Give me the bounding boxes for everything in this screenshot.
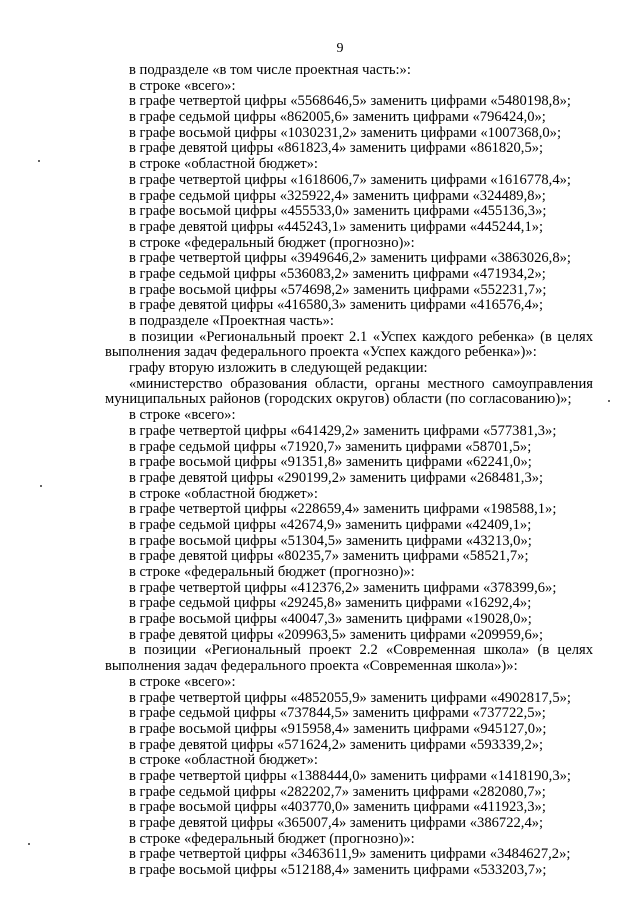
- text-line: в строке «федеральный бюджет (прогнозно)»:: [129, 830, 415, 847]
- text-line: в графе четвертой цифры «4852055,9» заменить цифрами «4902817,5»;: [129, 689, 571, 706]
- text-line: в графе восьмой цифры «51304,5» заменить цифрами «43213,0»;: [129, 532, 532, 549]
- text-line: в позиции «Региональный проект 2.2 «Современная школа» (в целях: [129, 643, 593, 659]
- text-line: в графе восьмой цифры «40047,3» заменить цифрами «19028,0»;: [129, 611, 532, 628]
- text-line: в графе четвертой цифры «228659,4» заменить цифрами «198588,1»;: [129, 501, 557, 518]
- text-line: в графе четвертой цифры «412376,2» заменить цифрами «378399,6»;: [129, 579, 557, 596]
- text-line: в графе седьмой цифры «737844,5» заменить цифрами «737722,5»;: [129, 705, 546, 722]
- scan-speck: [28, 843, 30, 845]
- text-line: в строке «федеральный бюджет (прогнозно)»:: [129, 564, 415, 580]
- scan-speck: [608, 400, 610, 402]
- text-line: в графе девятой цифры «365007,4» заменить цифрами «386722,4»;: [129, 815, 544, 831]
- text-line: в позиции «Региональный проект 2.1 «Успех каждого ребенка» (в целях: [129, 329, 593, 345]
- text-line: в графе девятой цифры «571624,2» заменить цифрами «593339,2»;: [129, 736, 544, 753]
- text-line: в графе восьмой цифры «1030231,2» заменить цифрами «1007368,0»;: [129, 124, 562, 141]
- text-line: в строке «всего»:: [129, 77, 236, 94]
- text-line: в графе седьмой цифры «42674,9» заменить цифрами «42409,1»;: [129, 516, 532, 533]
- text-line: в графе девятой цифры «209963,5» заменить цифрами «209959,6»;: [129, 626, 544, 643]
- text-line: в графе четвертой цифры «3949646,2» заменить цифрами «3863026,8»;: [129, 250, 571, 267]
- text-line: в графе седьмой цифры «325922,4» заменить цифрами «324489,8»;: [129, 187, 546, 204]
- text-line: муниципальных районов (городских округов) области (по согласованию)»;: [105, 391, 572, 408]
- text-line: в графе четвертой цифры «3463611,9» заменить цифрами «3484627,2»;: [129, 846, 571, 863]
- scan-speck: [38, 160, 40, 162]
- text-line: в подразделе «Проектная часть»:: [129, 313, 334, 329]
- text-line: в графе восьмой цифры «455533,0» заменить цифрами «455136,3»;: [129, 203, 547, 220]
- text-line: в графе четвертой цифры «5568646,5» заменить цифрами «5480198,8»;: [129, 93, 571, 110]
- text-line: в строке «областной бюджет»:: [129, 485, 318, 502]
- text-line: в графе восьмой цифры «915958,4» заменить цифрами «945127,0»;: [129, 720, 547, 737]
- text-line: в графе восьмой цифры «403770,0» заменить цифрами «411923,3»;: [129, 799, 546, 816]
- text-line: в графе седьмой цифры «282202,7» заменить цифрами «282080,7»;: [129, 783, 546, 800]
- text-line: в графе восьмой цифры «574698,2» заменить цифрами «552231,7»;: [129, 281, 547, 298]
- text-line: в графе девятой цифры «290199,2» заменить цифрами «268481,3»;: [129, 469, 544, 486]
- text-line: выполнения задач федерального проекта «Успех каждого ребенка»)»:: [105, 344, 537, 361]
- text-line: в графе четвертой цифры «641429,2» заменить цифрами «577381,3»;: [129, 422, 557, 439]
- text-line: в строке «федеральный бюджет (прогнозно)»:: [129, 234, 415, 251]
- text-line: «министерство образования области, органы местного самоуправления: [129, 376, 593, 392]
- text-line: в графе седьмой цифры «862005,6» заменить цифрами «796424,0»;: [129, 109, 546, 126]
- text-line: в графе восьмой цифры «512188,4» заменить цифрами «533203,7»;: [129, 862, 547, 879]
- text-line: в графе седьмой цифры «71920,7» заменить цифрами «58701,5»;: [129, 438, 532, 455]
- text-line: графу вторую изложить в следующей редакции:: [129, 360, 428, 377]
- page-number: 9: [336, 41, 344, 56]
- text-line: в графе девятой цифры «861823,4» заменить цифрами «861820,5»;: [129, 140, 544, 157]
- text-line: в графе девятой цифры «445243,1» заменить цифрами «445244,1»;: [129, 218, 544, 235]
- text-line: в графе седьмой цифры «536083,2» заменить цифрами «471934,2»;: [129, 265, 546, 282]
- text-line: в строке «всего»:: [129, 673, 236, 690]
- text-line: выполнения задач федерального проекта «Современная школа»)»:: [105, 658, 518, 675]
- text-line: в графе девятой цифры «80235,7» заменить цифрами «58521,7»;: [129, 548, 529, 565]
- text-line: в строке «всего»:: [129, 407, 236, 424]
- text-line: в строке «областной бюджет»:: [129, 156, 318, 173]
- text-line: в подразделе «в том числе проектная часть:»:: [129, 62, 411, 78]
- text-line: в графе девятой цифры «416580,3» заменить цифрами «416576,4»;: [129, 297, 544, 314]
- text-line: в графе четвертой цифры «1618606,7» заменить цифрами «1616778,4»;: [129, 171, 571, 188]
- document-body: [105, 63, 593, 879]
- text-line: в графе седьмой цифры «29245,8» заменить цифрами «16292,4»;: [129, 595, 532, 612]
- text-line: в графе четвертой цифры «1388444,0» заменить цифрами «1418190,3»;: [129, 767, 571, 784]
- text-line: в графе восьмой цифры «91351,8» заменить цифрами «62241,0»;: [129, 454, 532, 471]
- text-line: в строке «областной бюджет»:: [129, 752, 318, 769]
- scan-speck: [40, 485, 42, 487]
